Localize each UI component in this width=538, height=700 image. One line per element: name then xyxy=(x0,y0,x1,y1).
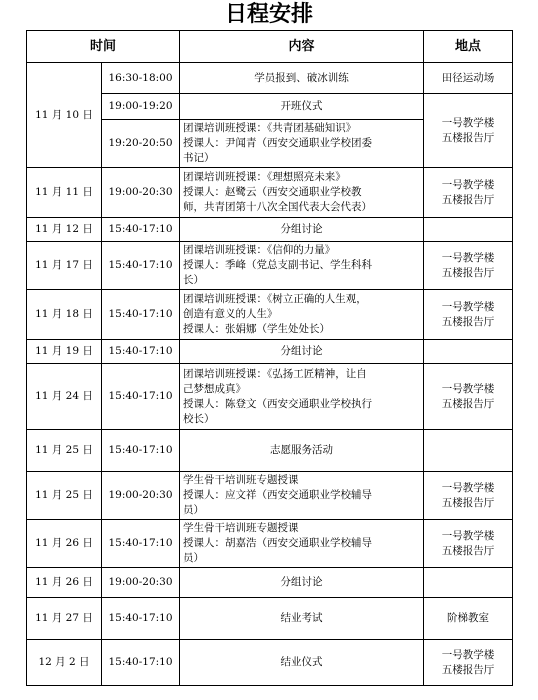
table-row xyxy=(27,218,513,242)
table-row xyxy=(27,168,513,218)
time-cell: 19:00-20:30 xyxy=(102,472,180,520)
table-row xyxy=(27,640,513,686)
date-cell: 11 月 19 日 xyxy=(27,340,102,364)
content-cell: 分组讨论 xyxy=(180,568,424,598)
table-row xyxy=(27,290,513,340)
time-cell: 16:30-18:00 xyxy=(102,63,180,94)
date-cell: 11 月 11 日 xyxy=(27,168,102,218)
location-cell xyxy=(424,218,513,242)
time-cell: 19:00-20:30 xyxy=(102,568,180,598)
table-row xyxy=(27,568,513,598)
table-row xyxy=(27,340,513,364)
content-cell: 志愿服务活动 xyxy=(180,430,424,472)
time-cell: 15:40-17:10 xyxy=(102,340,180,364)
time-cell: 15:40-17:10 xyxy=(102,290,180,340)
schedule-table xyxy=(26,30,513,686)
location-cell: 一号教学楼 五楼报告厅 xyxy=(424,290,513,340)
date-cell: 12 月 2 日 xyxy=(27,640,102,686)
content-cell: 团课培训班授课：《信仰的力量》 授课人：季峰（党总支副书记、学生科科 长） xyxy=(180,242,424,290)
location-cell: 一号教学楼 五楼报告厅 xyxy=(424,94,513,168)
location-cell xyxy=(424,568,513,598)
time-cell: 15:40-17:10 xyxy=(102,242,180,290)
header-content: 内容 xyxy=(180,31,424,63)
content-cell: 结业仪式 xyxy=(180,640,424,686)
content-cell: 团课培训班授课：《树立正确的人生观， 创造有意义的人生》 授课人：张娟娜（学生处处长） xyxy=(180,290,424,340)
time-cell: 19:00-19:20 xyxy=(102,94,180,120)
location-cell: 一号教学楼 五楼报告厅 xyxy=(424,364,513,430)
time-cell: 15:40-17:10 xyxy=(102,598,180,640)
date-cell: 11 月 18 日 xyxy=(27,290,102,340)
header-time: 时间 xyxy=(27,31,180,63)
content-cell: 分组讨论 xyxy=(180,218,424,242)
location-cell: 一号教学楼 五楼报告厅 xyxy=(424,472,513,520)
date-cell: 11 月 10 日 xyxy=(27,63,102,168)
content-cell: 学员报到、破冰训练 xyxy=(180,63,424,94)
content-cell: 开班仪式 xyxy=(180,94,424,120)
date-cell: 11 月 24 日 xyxy=(27,364,102,430)
page-title: 日程安排 xyxy=(224,2,313,27)
location-cell: 一号教学楼 五楼报告厅 xyxy=(424,640,513,686)
content-cell: 学生骨干培训班专题授课 授课人：应文祥（西安交通职业学校辅导 员） xyxy=(180,472,424,520)
header-row xyxy=(27,31,513,63)
location-cell xyxy=(424,340,513,364)
table-row xyxy=(27,364,513,430)
time-cell: 19:00-20:30 xyxy=(102,168,180,218)
location-cell: 阶梯教室 xyxy=(424,598,513,640)
content-cell: 结业考试 xyxy=(180,598,424,640)
content-cell: 分组讨论 xyxy=(180,340,424,364)
table-row xyxy=(27,430,513,472)
time-cell: 15:40-17:10 xyxy=(102,520,180,568)
table-row xyxy=(27,472,513,520)
time-cell: 15:40-17:10 xyxy=(102,430,180,472)
date-cell: 11 月 26 日 xyxy=(27,568,102,598)
time-cell: 19:20-20:50 xyxy=(102,120,180,168)
table-row xyxy=(27,63,513,94)
location-cell: 田径运动场 xyxy=(424,63,513,94)
date-cell: 11 月 25 日 xyxy=(27,472,102,520)
time-cell: 15:40-17:10 xyxy=(102,364,180,430)
date-cell: 11 月 17 日 xyxy=(27,242,102,290)
location-cell: 一号教学楼 五楼报告厅 xyxy=(424,168,513,218)
date-cell: 11 月 25 日 xyxy=(27,430,102,472)
table-row xyxy=(27,242,513,290)
table-row xyxy=(27,598,513,640)
date-cell: 11 月 26 日 xyxy=(27,520,102,568)
date-cell: 11 月 12 日 xyxy=(27,218,102,242)
header-location: 地点 xyxy=(424,31,513,63)
time-cell: 15:40-17:10 xyxy=(102,218,180,242)
content-cell: 学生骨干培训班专题授课 授课人：胡嘉浩（西安交通职业学校辅导 员） xyxy=(180,520,424,568)
location-cell: 一号教学楼 五楼报告厅 xyxy=(424,520,513,568)
location-cell: 一号教学楼 五楼报告厅 xyxy=(424,242,513,290)
content-cell: 团课培训班授课：《弘扬工匠精神，让自 己梦想成真》 授课人：陈登文（西安交通职业学校执行 校长） xyxy=(180,364,424,430)
content-cell: 团课培训班授课：《共青团基础知识》 授课人：尹闻青（西安交通职业学校团委 书记） xyxy=(180,120,424,168)
location-cell xyxy=(424,430,513,472)
table-row xyxy=(27,520,513,568)
content-cell: 团课培训班授课：《理想照亮未来》 授课人：赵鹭云（西安交通职业学校教 师，共青团第十八次全国代表大会代表） xyxy=(180,168,424,218)
date-cell: 11 月 27 日 xyxy=(27,598,102,640)
time-cell: 15:40-17:10 xyxy=(102,640,180,686)
